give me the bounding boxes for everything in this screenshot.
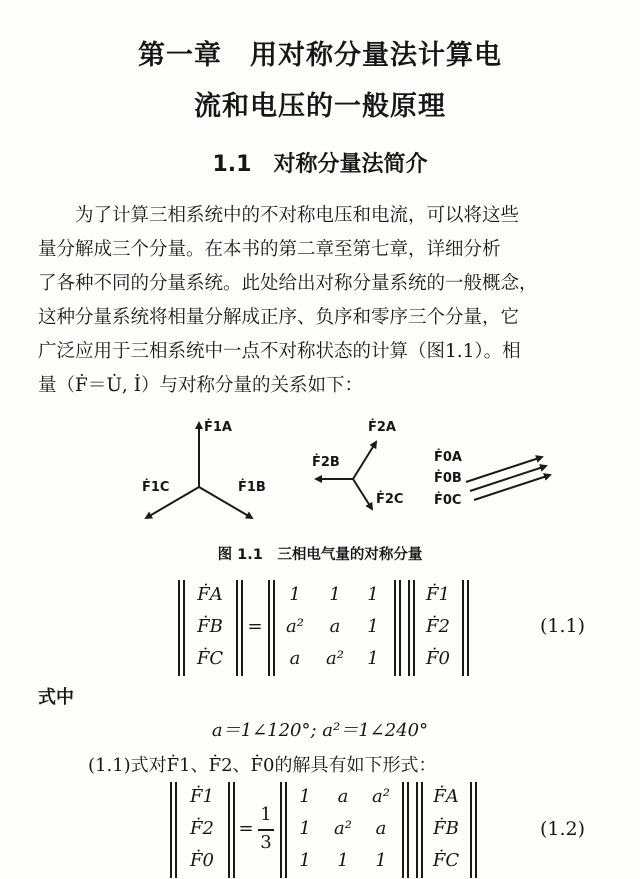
eq2-m-1-1: a²	[334, 818, 352, 839]
eq1-m-0-2: 1	[367, 584, 379, 605]
vector-f0b	[470, 466, 546, 491]
eq1-m-1-1: a	[329, 616, 341, 637]
eq2-rhs-fb: ḞB	[433, 818, 459, 839]
equation-number-1-2: (1.2)	[540, 818, 586, 840]
eq1-m-1-2: 1	[367, 616, 379, 637]
paragraph-line: 这种分量系统将相量分解成正序、负序和零序三个分量，它	[38, 307, 520, 328]
figure-symmetric-components	[0, 405, 640, 535]
eq2-lhs-f2: Ḟ2	[190, 818, 214, 839]
positive-sequence-diagram	[146, 423, 252, 518]
vector-f0a	[466, 457, 542, 482]
eq2-rhs-fc: ḞC	[432, 850, 460, 871]
label-f0c: Ḟ0C	[434, 493, 462, 508]
fraction-bar	[258, 829, 274, 831]
paragraph-line: 量（Ḟ＝U̇, İ）与对称分量的关系如下：	[38, 375, 363, 396]
label-f2c: Ḟ2C	[376, 492, 404, 507]
eq2-m-0-0: 1	[299, 786, 311, 807]
solve-text: (1.1)式对Ḟ1、Ḟ2、Ḟ0的解具有如下形式：	[88, 755, 437, 776]
label-f1a: Ḟ1A	[204, 420, 232, 435]
eq2-lhs-f1: Ḟ1	[190, 786, 214, 807]
eq1-lhs-fc: ḞC	[196, 648, 224, 669]
eq2-m-2-0: 1	[299, 850, 311, 871]
eq1-m-1-0: a²	[286, 616, 304, 637]
zero-sequence-diagram	[466, 457, 550, 500]
label-f0a: Ḟ0A	[434, 450, 462, 465]
vector-f0c	[474, 475, 550, 500]
equation-1-1: ḞA ḞB ḞC = 1 1 1 a² a 1 a a² 1 Ḟ1 Ḟ2 Ḟ0	[178, 580, 478, 676]
eq1-m-2-0: a	[289, 648, 301, 669]
figure-caption: 图 1.1 三相电气量的对称分量	[217, 547, 423, 563]
paragraph-line: 量分解成三个分量。在本书的第二章至第七章，详细分析	[38, 239, 501, 260]
eq1-m-2-1: a²	[326, 648, 344, 669]
eq1-lhs-fa: ḞA	[197, 584, 223, 605]
eq2-coef-num: 1	[260, 804, 272, 825]
eq2-rhs-fa: ḞA	[433, 786, 459, 807]
equation-number-1-1: (1.1)	[540, 615, 586, 637]
section-title: 1.1 对称分量法简介	[212, 152, 428, 177]
eq1-rhs-f1: Ḟ1	[426, 584, 450, 605]
vector-f2a	[353, 442, 376, 479]
label-f1b: Ḟ1B	[238, 480, 266, 495]
intro-paragraph	[38, 199, 618, 403]
equation-1-2: Ḟ1 Ḟ2 Ḟ0 = 1 3 1 a a² 1 a² a 1 1 1 ḞA ḞB ḞC	[170, 782, 490, 878]
label-f0b: Ḟ0B	[434, 471, 462, 486]
where-label: 式中	[38, 687, 74, 708]
eq2-m-2-1: 1	[337, 850, 349, 871]
eq1-m-0-1: 1	[329, 584, 341, 605]
paragraph-line: 了各种不同的分量系统。此处给出对称分量系统的一般概念，	[38, 273, 538, 294]
label-f2b: Ḟ2B	[312, 455, 340, 470]
eq1-lhs-fb: ḞB	[197, 616, 223, 637]
eq2-m-1-0: 1	[299, 818, 311, 839]
eq1-m-0-0: 1	[289, 584, 301, 605]
a-definition: a＝1∠120°; a²＝1∠240°	[211, 720, 429, 741]
chapter-title-line2: 流和电压的一般原理	[194, 91, 446, 122]
eq1-rhs-f0: Ḟ0	[426, 648, 450, 669]
eq1-m-2-2: 1	[367, 648, 379, 669]
paragraph-line: 为了计算三相系统中的不对称电压和电流，可以将这些	[38, 205, 520, 226]
chapter-title-line1: 第一章 用对称分量法计算电	[138, 40, 502, 71]
vector-f2c	[353, 479, 372, 509]
eq2-m-2-2: 1	[375, 850, 387, 871]
eq2-m-0-2: a²	[372, 786, 390, 807]
paragraph-line: 广泛应用于三相系统中一点不对称状态的计算（图1.1）。相	[38, 341, 521, 362]
eq2-coef-den: 3	[260, 832, 272, 853]
label-f2a: Ḟ2A	[368, 420, 396, 435]
eq2-m-1-2: a	[375, 818, 387, 839]
eq2-m-0-1: a	[337, 786, 349, 807]
label-f1c: Ḟ1C	[142, 480, 170, 495]
negative-sequence-diagram	[316, 442, 376, 509]
eq1-rhs-f2: Ḟ2	[426, 616, 450, 637]
eq2-lhs-f0: Ḟ0	[190, 850, 214, 871]
